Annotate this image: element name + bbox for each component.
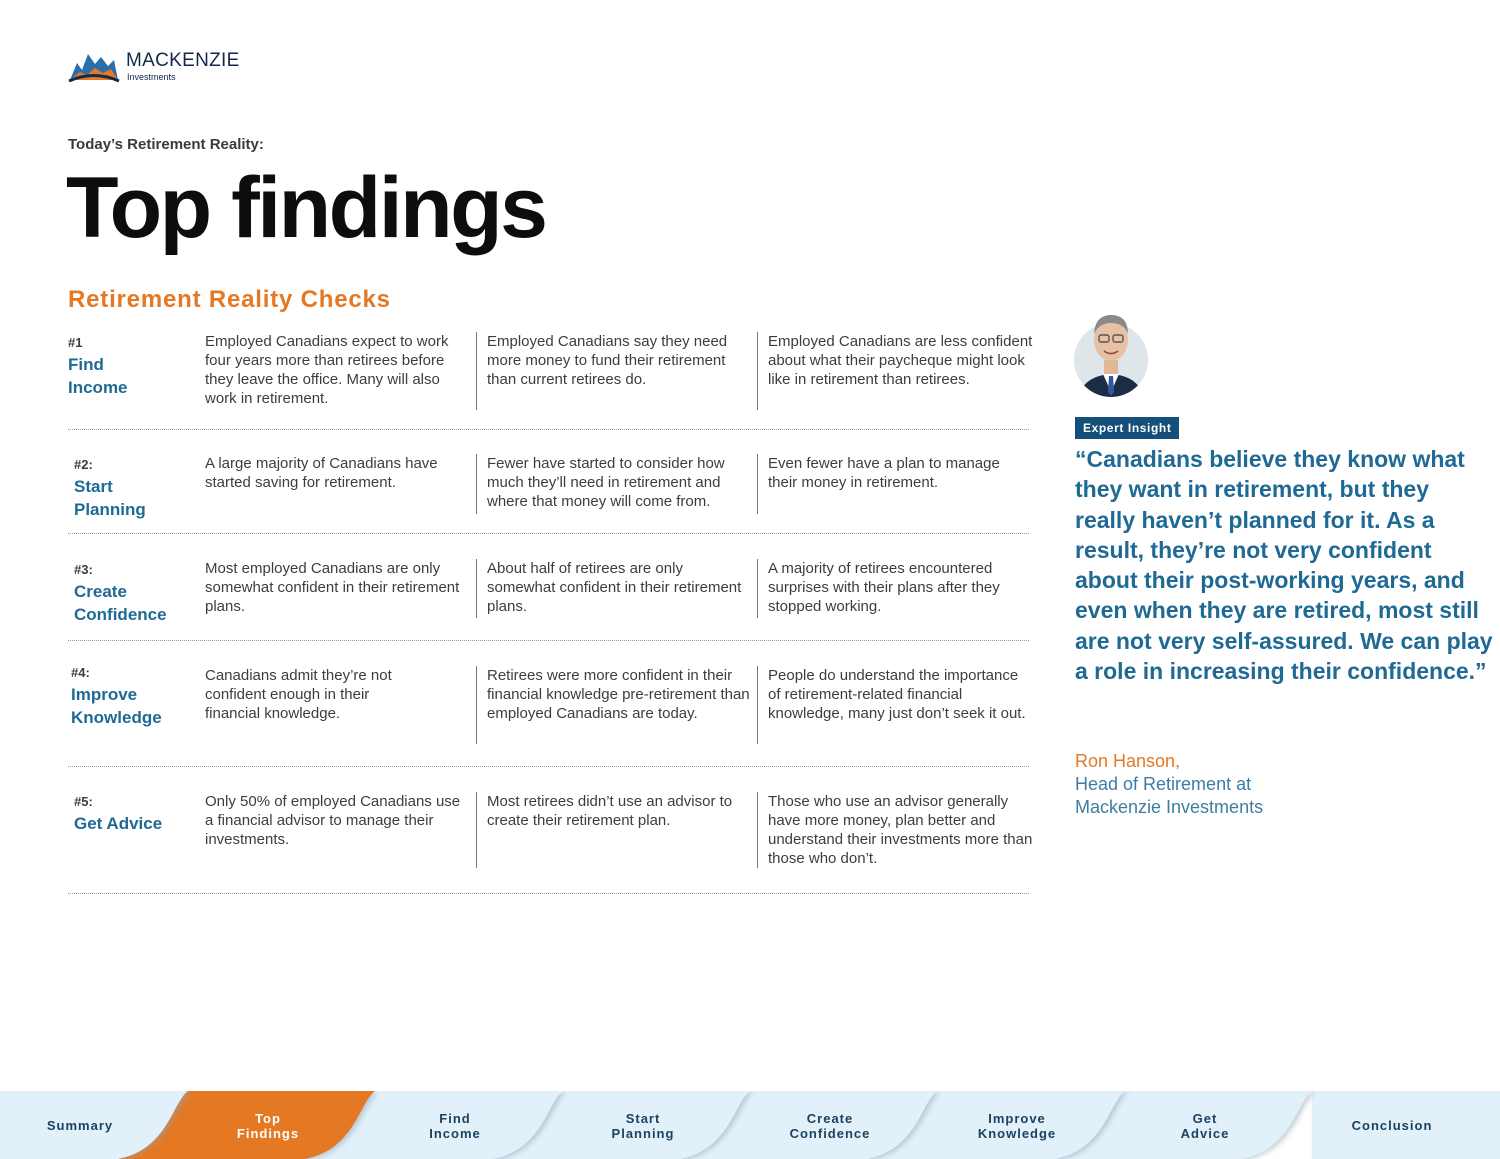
nav-label-line: Findings [236, 1126, 300, 1141]
finding-row-find-income [68, 332, 1033, 430]
finding-row-get-advice [68, 792, 1033, 894]
nav-label-top-findings[interactable] [188, 1111, 348, 1141]
finding-row-create-confidence [68, 559, 1029, 641]
page-eyebrow: Today’s Retirement Reality: [68, 136, 264, 153]
nav-label-improve-knowledge[interactable] [937, 1111, 1097, 1141]
finding-cell: Canadians admit they’re not confident enough in their financial knowledge. [205, 667, 392, 722]
finding-cell: Most retirees didn’t use an advisor to create their retirement plan. [476, 792, 750, 868]
brand-logo [68, 50, 240, 84]
mackenzie-mountain-icon [68, 50, 120, 84]
nav-label-line: Top [255, 1111, 281, 1126]
nav-label-line: Income [429, 1126, 481, 1141]
nav-label-line: Improve [988, 1111, 1046, 1126]
nav-label-start-planning[interactable] [563, 1111, 723, 1141]
expert-avatar [1073, 306, 1149, 398]
finding-cell: A large majority of Canadians have started saving for retirement. [205, 455, 438, 491]
finding-cell: About half of retirees are only somewhat confident in their retirement plans. [476, 559, 750, 618]
finding-cell: Retirees were more confident in their financial knowledge pre-retirement than employed Canadians are today. [476, 666, 750, 744]
expert-insight-tag: Expert Insight [1075, 417, 1179, 439]
row-number: #3: [74, 562, 93, 577]
row-number: #2: [74, 457, 93, 472]
row-name-line: Planning [74, 500, 146, 519]
row-name-line: Confidence [74, 605, 167, 624]
nav-label-line: Create [806, 1111, 854, 1126]
row-name-line: Income [68, 378, 128, 397]
finding-row-start-planning [68, 454, 1029, 534]
author-role-line: Mackenzie Investments [1075, 796, 1264, 817]
brand-name: MACKENZIE [126, 50, 240, 71]
row-name-line: Improve [71, 685, 138, 704]
nav-label-line: Summary [46, 1118, 114, 1133]
nav-label-line: Planning [611, 1126, 675, 1141]
row-name-line: Start [74, 477, 113, 496]
nav-label-create-confidence[interactable] [750, 1111, 910, 1141]
page-title: Top findings [66, 160, 546, 256]
nav-label-get-advice[interactable] [1125, 1111, 1285, 1141]
row-number: #4: [71, 665, 90, 680]
brand-sub: Investments [127, 72, 176, 82]
finding-cell: Employed Canadians are less confident about what their paycheque might look like in retirement than retirees. [757, 332, 1033, 410]
author-role-line: Head of Retirement at [1075, 774, 1252, 794]
nav-label-line: Confidence [789, 1126, 871, 1141]
nav-label-summary[interactable] [0, 1118, 160, 1133]
quote-author: Ron Hanson, [1075, 751, 1181, 771]
nav-label-line: Get [1192, 1111, 1218, 1126]
row-name-line: Knowledge [71, 708, 162, 727]
finding-row-improve-knowledge [68, 666, 1029, 767]
nav-label-line: Conclusion [1351, 1118, 1433, 1133]
nav-label-line: Start [625, 1111, 661, 1126]
section-title: Retirement Reality Checks [68, 286, 391, 313]
finding-cell: Employed Canadians say they need more money to fund their retirement than current retirees do. [476, 332, 750, 410]
finding-cell: People do understand the importance of retirement-related financial knowledge, many just don’t seek it out. [757, 666, 1033, 744]
row-name-line: Create [74, 582, 127, 601]
finding-cell: Even fewer have a plan to manage their money in retirement. [757, 454, 1033, 514]
row-name-line: Find [68, 355, 104, 374]
author-role [1075, 773, 1263, 818]
nav-label-conclusion[interactable] [1312, 1118, 1472, 1133]
finding-cell: Those who use an advisor generally have more money, plan better and understand their investments more than those who don’t. [757, 792, 1033, 868]
finding-cell: Employed Canadians expect to work four years more than retirees before they leave the office. Many will also work in retirement. [205, 333, 449, 407]
row-number: #1 [68, 335, 83, 350]
section-nav [0, 1091, 1500, 1159]
nav-label-find-income[interactable] [375, 1111, 535, 1141]
finding-cell: A majority of retirees encountered surprises with their plans after they stopped working. [757, 559, 1033, 618]
expert-quote: “Canadians believe they know what they want in retirement, but they really haven’t planned for it. As a result, they’re not very confident about their post-working years, and even when they are retired, most still are not very self-assured. We can play a role in increasing their confidence.” [1075, 446, 1493, 685]
row-number: #5: [74, 794, 93, 809]
row-name-line: Get Advice [74, 814, 163, 833]
nav-label-line: Find [439, 1111, 471, 1126]
nav-label-line: Advice [1180, 1126, 1230, 1141]
finding-cell: Only 50% of employed Canadians use a financial advisor to manage their investments. [205, 793, 461, 848]
nav-label-line: Knowledge [977, 1126, 1057, 1141]
finding-cell: Most employed Canadians are only somewhat confident in their retirement plans. [205, 560, 460, 615]
finding-cell: Fewer have started to consider how much they’ll need in retirement and where that money will come from. [476, 454, 750, 514]
